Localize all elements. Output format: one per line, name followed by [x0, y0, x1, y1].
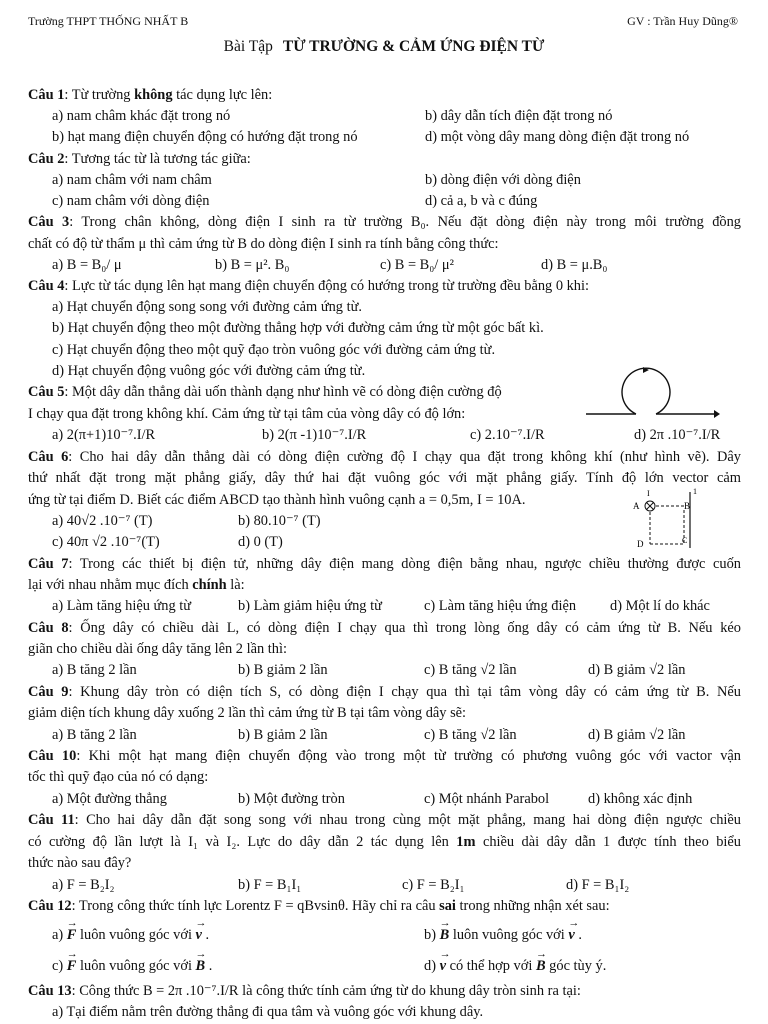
- question-4: Câu 4: Lực từ tác dụng lên hạt mang điện chuyển động có hướng trong từ trường đều bằng 0 khi:: [28, 278, 589, 294]
- option-a: a) nam châm khác đặt trong nó: [52, 108, 231, 124]
- vector-v: → v: [568, 926, 574, 944]
- question-11: Câu 11: Cho hai dây dẫn đặt song song với nhau trong cùng một mặt phẳng, mang hai dòng điện ngược chiều: [28, 812, 741, 828]
- option-a: a) 2(π+1)10⁻⁷.I/R: [52, 427, 156, 443]
- option-a: a) → F luôn vuông góc với → v .: [52, 926, 209, 944]
- question-6: Câu 6: Cho hai dây dẫn thẳng dài có dòng điện cường độ I chạy qua đặt trong không khí (như hình vẽ). Dây: [28, 449, 741, 465]
- question-3-line-2: chất có độ từ thẩm μ thì cảm ứng từ B do dòng điện I sinh ra tính bằng công thức:: [28, 236, 499, 252]
- square-wires-figure: [632, 488, 712, 552]
- question-3: Câu 3: Trong chân không, dòng điện I sinh ra từ trường B₀. Nếu đặt dòng điện này trong môi trường đồng: [28, 214, 741, 230]
- loop-wire-figure: [586, 362, 720, 418]
- question-10-line-2: tốc thì quỹ đạo của nó có dạng:: [28, 769, 209, 785]
- option-b: b) Làm giảm hiệu ứng từ: [238, 598, 382, 614]
- fig-label-c: C: [682, 536, 688, 545]
- vector-f: → F: [67, 926, 77, 944]
- option-d: d) → v có thể hợp với → B góc tùy ý.: [424, 957, 606, 975]
- option-b: b) dây dẫn tích điện đặt trong nó: [425, 108, 613, 124]
- option-b: b) B giảm 2 lần: [238, 662, 328, 678]
- option-d: d) Một lí do khác: [610, 598, 710, 614]
- vector-b: → B: [536, 957, 546, 975]
- question-8: Câu 8: Ống dây có chiều dài L, có dòng điện I chạy qua thì trong lòng ống dây có cảm ứng từ B. Nếu kéo: [28, 620, 741, 636]
- option-d: d) một vòng dây mang dòng điện đặt trong nó: [425, 129, 690, 145]
- option-a: a) B = B₀/ μ: [52, 257, 122, 273]
- option-d: d) 0 (T): [238, 534, 283, 550]
- question-11-line-2: có cường độ lần lượt là I₁ và I₂. Lực do dây dẫn 2 tác dụng lên 1m chiều dài dây dẫn 1 được tính theo biểu: [28, 834, 741, 850]
- fig-label-d: D: [637, 539, 644, 549]
- question-9: Câu 9: Khung dây tròn có diện tích S, có dòng điện I chạy qua thì tại tâm vòng dây có cảm ứng từ B. Nếu: [28, 684, 742, 700]
- option-b: b) Hạt chuyển động theo một đường thẳng hợp với đường cảm ứng từ một góc bất kì.: [52, 320, 544, 336]
- question-9-line-2: giảm diện tích khung dây xuống 2 lần thì cảm ứng từ B tại tâm vòng dây sẽ:: [28, 705, 467, 721]
- option-b: b) Một đường tròn: [238, 791, 345, 807]
- fig-label-i: I: [647, 489, 650, 498]
- question-10: Câu 10: Khi một hạt mang điện chuyển động vào trong một từ trường có phương vuông góc với vactor vận: [28, 748, 741, 764]
- question-1: Câu 1: Từ trường không tác dụng lực lên:: [28, 87, 273, 103]
- fig-label-a: A: [633, 501, 640, 511]
- question-5-line-2: I chạy qua đặt trong không khí. Cảm ứng từ tại tâm của vòng dây có độ lớn:: [28, 406, 466, 422]
- question-12: Câu 12: Trong công thức tính lực Lorentz F = qBvsinθ. Hãy chỉ ra câu sai trong những nhận xét sau:: [28, 898, 610, 914]
- option-c: c) Hạt chuyển động theo một quỹ đạo tròn vuông góc với đường cảm ứng từ.: [52, 342, 496, 358]
- option-a: a) Tại điểm nằm trên đường thẳng đi qua tâm và vuông góc với khung dây.: [52, 1004, 484, 1020]
- option-b: b) F = B₁I₁: [238, 877, 302, 893]
- vector-b: → B: [440, 926, 450, 944]
- option-c: c) 2.10⁻⁷.I/R: [470, 427, 545, 443]
- fig-label-b: B: [684, 501, 691, 511]
- option-d: d) 2π .10⁻⁷.I/R: [634, 427, 721, 443]
- option-c: c) B tăng √2 lần: [424, 727, 517, 743]
- option-d: d) B = μ.B₀: [541, 257, 608, 273]
- option-a: a) F = B₂I₂: [52, 877, 115, 893]
- title-prefix: Bài Tập: [223, 38, 273, 55]
- question-label: Câu 1: [28, 87, 65, 103]
- option-b: b) 2(π -1)10⁻⁷.I/R: [262, 427, 367, 443]
- question-5: Câu 5: Một dây dẫn thẳng dài uốn thành dạng như hình vẽ có dòng điện cường độ: [28, 384, 502, 400]
- option-c: c) 40π √2 .10⁻⁷(T): [52, 534, 160, 550]
- option-d: d) B giảm √2 lần: [588, 727, 686, 743]
- question-6-line-2: thứ nhất đặt trong mặt phẳng giấy, dây thứ hai đặt vuông góc với mặt phẳng giấy. Tính độ lớn vector cảm: [28, 470, 741, 486]
- option-d: d) không xác định: [588, 791, 693, 807]
- option-d: d) F = B₁I₂: [566, 877, 630, 893]
- option-d: d) cả a, b và c đúng: [425, 193, 538, 209]
- option-c: c) Một nhánh Parabol: [424, 791, 550, 807]
- option-a: a) Hạt chuyển động song song với đường cảm ứng từ.: [52, 299, 362, 315]
- option-d: d) B giảm √2 lần: [588, 662, 686, 678]
- vector-v: → v: [440, 957, 446, 975]
- option-a: a) nam châm với nam châm: [52, 172, 212, 188]
- school-name: Trường THPT THỐNG NHẤT B: [28, 14, 189, 28]
- option-d: d) Hạt chuyển động vuông góc với đường cảm ứng từ.: [52, 363, 366, 379]
- question-2: Câu 2: Tương tác từ là tương tác giữa:: [28, 151, 251, 167]
- title-main: TỪ TRƯỜNG & CẢM ỨNG ĐIỆN TỪ: [282, 38, 545, 55]
- page-title: [0, 38, 768, 56]
- vector-v: → v: [196, 926, 202, 944]
- option-c: c) Làm tăng hiệu ứng điện: [424, 598, 577, 614]
- option-a: a) Làm tăng hiệu ứng từ: [52, 598, 192, 614]
- option-b: b) dòng điện với dòng điện: [425, 172, 581, 188]
- option-b: b) B giảm 2 lần: [238, 727, 328, 743]
- option-a: a) Một đường thẳng: [52, 791, 167, 807]
- question-7: Câu 7: Trong các thiết bị điện tử, những dây điện mang dòng điện bằng nhau, ngược chiều thường được cuốn: [28, 556, 741, 572]
- question-13: Câu 13: Công thức B = 2π .10⁻⁷.I/R là công thức tính cảm ứng từ do khung dây tròn sinh ra tại:: [28, 983, 581, 999]
- option-c: c) nam châm với dòng điện: [52, 193, 210, 209]
- question-11-line-3: thức nào sau đây?: [28, 855, 132, 871]
- question-6-line-3: ứng từ tại điểm D. Biết các điểm ABCD tạo thành hình vuông cạnh a = 0,5m, I = 10A.: [28, 492, 526, 508]
- teacher-name: GV : Trần Huy Dũng®: [627, 14, 738, 28]
- question-8-line-2: giãn cho chiều dài ống dây tăng lên 2 lần thì:: [28, 641, 287, 657]
- option-b: b) → B luôn vuông góc với → v .: [424, 926, 582, 944]
- svg-text:1: 1: [693, 488, 697, 496]
- vector-f: → F: [67, 957, 77, 975]
- option-b: b) 80.10⁻⁷ (T): [238, 513, 321, 529]
- option-c: c) B tăng √2 lần: [424, 662, 517, 678]
- option-c: c) → F luôn vuông góc với → B .: [52, 957, 212, 975]
- option-a: a) B tăng 2 lần: [52, 727, 137, 743]
- option-b: b) B = μ². B₀: [215, 257, 290, 273]
- option-c: b) hạt mang điện chuyển động có hướng đặt trong nó: [52, 129, 358, 145]
- option-a: a) B tăng 2 lần: [52, 662, 137, 678]
- question-7-line-2: lại với nhau nhằm mục đích chính là:: [28, 577, 245, 593]
- option-a: a) 40√2 .10⁻⁷ (T): [52, 513, 153, 529]
- vector-b: → B: [196, 957, 206, 975]
- option-c: c) B = B₀/ μ²: [380, 257, 454, 273]
- option-c: c) F = B₂I₁: [402, 877, 465, 893]
